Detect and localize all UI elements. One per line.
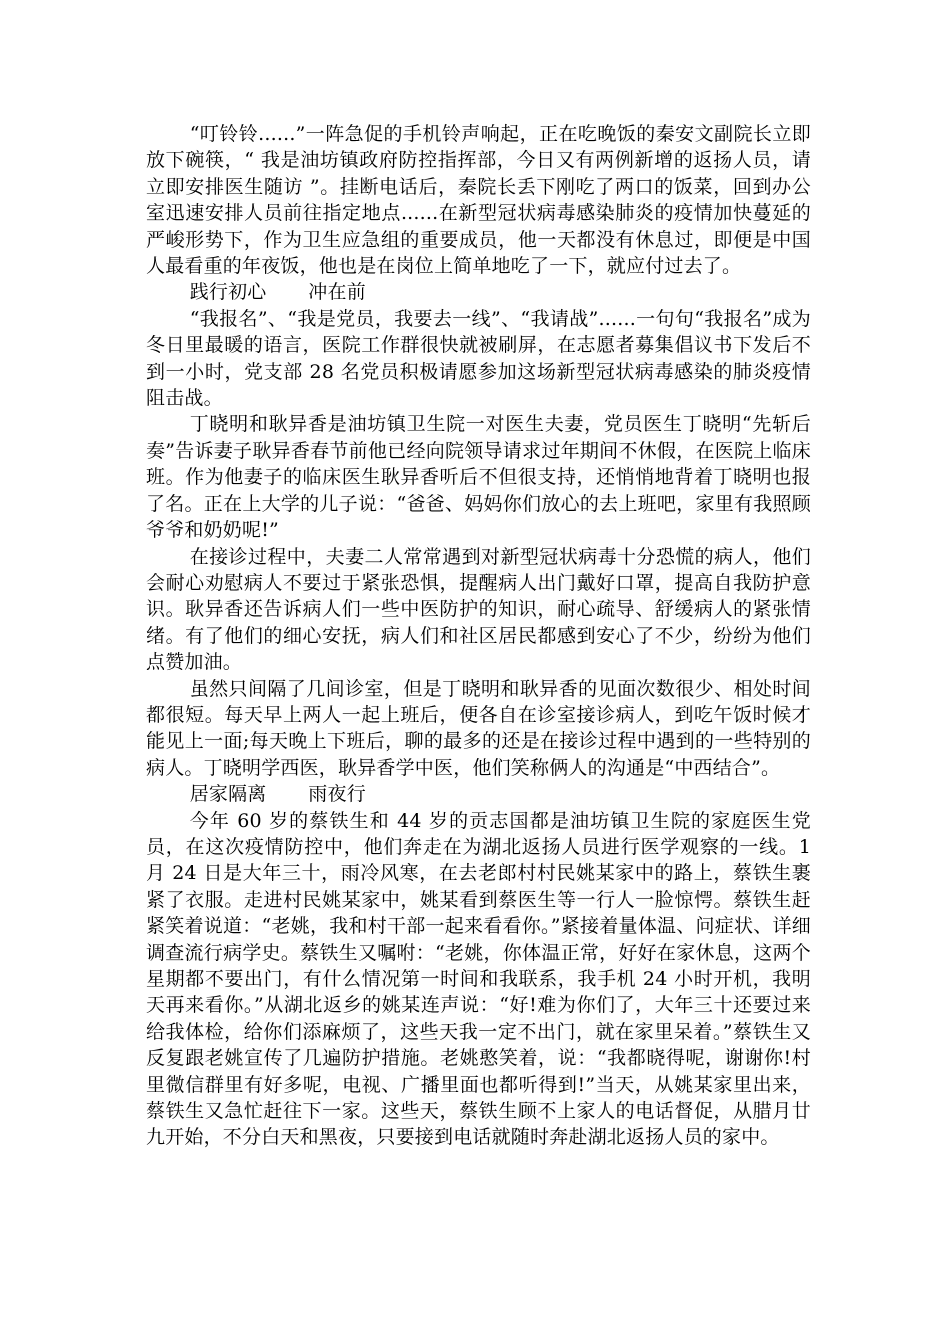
document-body [146,121,811,1151]
section-heading-2 [146,781,811,807]
section-heading-1-right: 冲在前 [308,281,366,304]
paragraph-intro: “叮铃铃......”一阵急促的手机铃声响起，正在吃晚饭的秦安文副院长立即放下碗筷，“ 我是油坊镇政府防控指挥部，今日又有两例新增的返扬人员，请立即安排医生随访 ”。挂断电话后，秦院长丢下刚吃了两口的饭菜，回到办公室迅速安排人员前往指定地点......在新型冠状病毒感染肺炎的疫情加快蔓延的严峻形势下，作为卫生应急组的重要成员，他一天都没有休息过，即便是中国人最看重的年夜饭，他也是在岗位上简单地吃了一下，就应付过去了。 [146,123,811,278]
paragraph-volunteers: “我报名”、“我是党员，我要去一线”、“我请战”......一句句“我报名”成为冬日里最暖的语言，医院工作群很快就被刷屏，在志愿者募集倡议书下发后不到一小时，党支部 28 名党员积极请愿参加这场新型冠状病毒感染的肺炎疫情阻击战。 [146,307,811,410]
paragraph-couple: 丁晓明和耿异香是油坊镇卫生院一对医生夫妻，党员医生丁晓明“先斩后奏”告诉妻子耿异香春节前他已经向院领导请求过年期间不休假，在医院上临床班。作为他妻子的临床医生耿异香听后不但很支持，还悄悄地背着丁晓明也报了名。正在上大学的儿子说：“爸爸、妈妈你们放心的去上班吧，家里有我照顾爷爷和奶奶呢!” [146,413,811,542]
section-heading-2-right: 雨夜行 [308,783,366,806]
paragraph-home-visit: 今年 60 岁的蔡铁生和 44 岁的贡志国都是油坊镇卫生院的家庭医生党员，在这次疫情防控中，他们奔走在为湖北返扬人员进行医学观察的一线。1 月 24 日是大年三十，雨冷风寒，在去老郎村村民姚某家中的路上，蔡铁生裹紧了衣服。走进村民姚某家中，姚某看到蔡医生等一行人一脸惊愕。蔡铁生赶紧笑着说道：“老姚，我和村干部一起来看看你。”紧接着量体温、问症状、详细调查流行病学史。蔡铁生又嘱咐：“老姚，你体温正常，好好在家休息，这两个星期都不要出门，有什么情况第一时间和我联系，我手机 24 小时开机，我明天再来看你。”从湖北返乡的姚某连声说：“好!难为你们了，大年三十还要过来给我体检，给你们添麻烦了，这些天我一定不出门，就在家里呆着。”蔡铁生又反复跟老姚宣传了几遍防护措施。老姚憨笑着，说：“我都晓得呢，谢谢你!村里微信群里有好多呢，电视、广播里面也都听得到!”当天，从姚某家里出来，蔡铁生又急忙赶往下一家。这些天，蔡铁生顾不上家人的电话督促，从腊月廿九开始，不分白天和黑夜，只要接到电话就随时奔赴湖北返扬人员的家中。 [146,809,811,1149]
section-heading-1 [146,279,811,305]
section-heading-1-left: 践行初心 [189,281,267,304]
section-heading-2-left: 居家隔离 [189,783,267,806]
paragraph-consultation: 在接诊过程中，夫妻二人常常遇到对新型冠状病毒十分恐慌的病人，他们会耐心劝慰病人不要过于紧张恐惧，提醒病人出门戴好口罩，提高自我防护意识。耿异香还告诉病人们一些中医防护的知识，耐心疏导、舒缓病人的紧张情绪。有了他们的细心安抚，病人们和社区居民都感到安心了不少，纷纷为他们点赞加油。 [146,545,811,674]
paragraph-daily-routine: 虽然只间隔了几间诊室，但是丁晓明和耿异香的见面次数很少、相处时间都很短。每天早上两人一起上班后，便各自在诊室接诊病人，到吃午饭时候才能见上一面;每天晚上下班后，聊的最多的还是在接诊过程中遇到的一些特别的病人。丁晓明学西医，耿异香学中医，他们笑称俩人的沟通是“中西结合”。 [146,677,811,779]
